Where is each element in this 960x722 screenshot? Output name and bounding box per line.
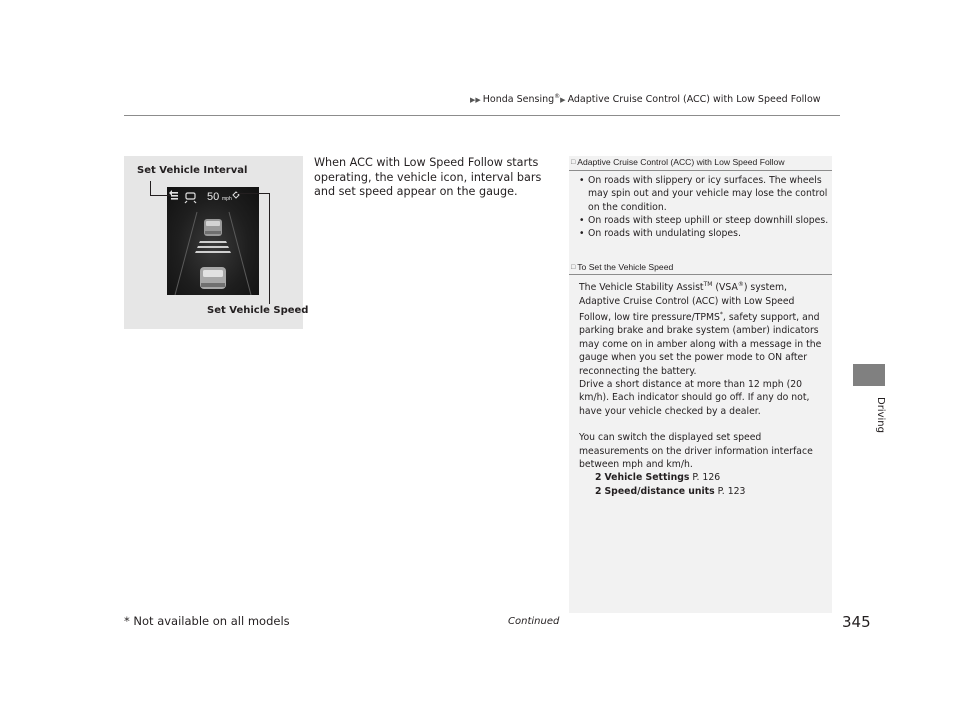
road-edge-left <box>175 212 197 295</box>
note-set-speed-content <box>579 278 829 498</box>
section-tab-label: Driving <box>875 397 886 433</box>
acc-car-icon <box>185 193 196 203</box>
list-item: • On roads with slippery or icy surfaces. The wheels may spin out and your vehicle may lose the control on the condition. <box>579 174 829 214</box>
header-rule <box>124 115 840 116</box>
note-paragraph: You can switch the displayed set speed measurements on the driver information interface between mph and km/h. <box>579 432 813 471</box>
note-rule <box>569 274 832 275</box>
note-reference-icon: □ <box>571 264 576 271</box>
breadcrumb-arrow-icon: ▶▶ <box>470 96 481 105</box>
cross-reference-speed-distance-units[interactable]: 2 Speed/distance units P. 123 <box>595 485 746 497</box>
note-title-set-speed <box>571 262 673 272</box>
own-vehicle-icon <box>200 267 226 289</box>
callout-line-speed-vertical <box>269 193 270 304</box>
gauge-speed-value: 50 <box>207 191 220 203</box>
breadcrumb <box>470 93 840 105</box>
interval-icon <box>169 190 178 200</box>
callout-line-interval-vertical <box>150 181 151 196</box>
cross-reference-vehicle-settings[interactable]: 2 Vehicle Settings P. 126 <box>595 472 721 484</box>
gauge-speed-unit: mph <box>222 196 232 202</box>
note-rule <box>569 170 832 171</box>
note-title-acc-text: Adaptive Cruise Control (ACC) with Low Speed Follow <box>577 157 785 167</box>
note-paragraph: Drive a short distance at more than 12 mph (20 km/h). Each indicator should go off. If any do not, have your vehicle checked by a dealer. <box>579 379 810 417</box>
interval-bars <box>195 241 231 253</box>
cross-reference-arrow-icon: 2 <box>595 485 602 497</box>
gauge-display <box>167 187 259 295</box>
breadcrumb-arrow-icon: ▶ <box>560 96 566 105</box>
note-title-acc <box>571 157 785 167</box>
road-edge-right <box>229 212 251 295</box>
page-number: 345 <box>842 613 871 631</box>
note-title-set-speed-text: To Set the Vehicle Speed <box>577 262 674 272</box>
callout-line-speed-horizontal <box>236 193 269 194</box>
section-tab-marker <box>853 364 885 386</box>
lead-vehicle-icon <box>204 219 222 236</box>
list-item: • On roads with steep uphill or steep downhill slopes. <box>579 214 829 227</box>
note-acc-bullet-list <box>579 174 829 240</box>
body-paragraph: When ACC with Low Speed Follow starts operating, the vehicle icon, interval bars and set speed appear on the gauge. <box>314 156 542 199</box>
list-item: • On roads with undulating slopes. <box>579 227 829 240</box>
footnote: * Not available on all models <box>124 614 290 628</box>
breadcrumb-item-acc: Adaptive Cruise Control (ACC) with Low Speed Follow <box>567 94 821 106</box>
registered-mark: ® <box>554 93 561 100</box>
callout-line-interval-horizontal <box>150 195 170 196</box>
breadcrumb-item-honda-sensing: Honda Sensing <box>482 94 555 106</box>
note-paragraph: The Vehicle Stability Assist™ (VSA®) system, Adaptive Cruise Control (ACC) with Low Speed Follow, low tire pressure/TPMS*, safety support, and parking brake and brake system (amber) indicators may come on in amber along with a message in the gauge when you set the power mode to ON after reconnecting the battery. <box>579 281 822 377</box>
note-reference-icon: □ <box>571 159 576 166</box>
gauge-graphic <box>167 187 259 295</box>
cross-reference-arrow-icon: 2 <box>595 472 602 484</box>
label-set-vehicle-interval: Set Vehicle Interval <box>137 165 248 176</box>
continued-label: Continued <box>508 616 560 627</box>
label-set-vehicle-speed: Set Vehicle Speed <box>207 305 309 316</box>
